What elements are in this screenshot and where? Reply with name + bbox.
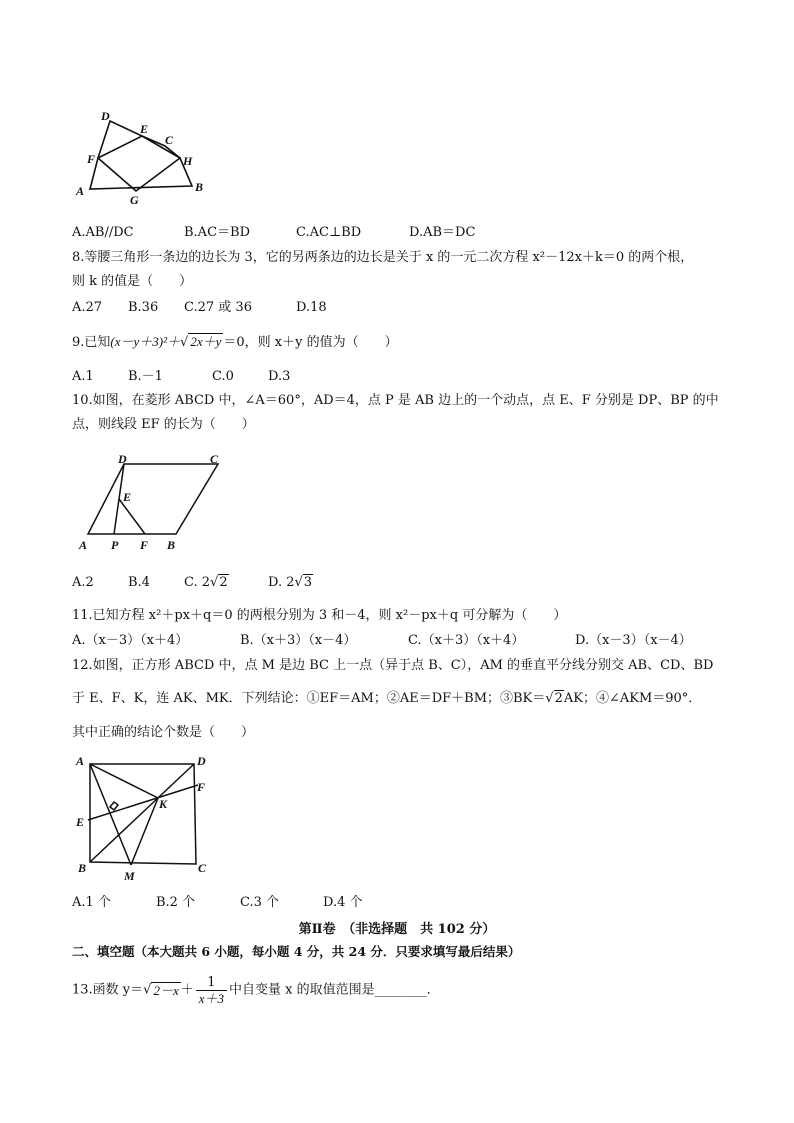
q10-option-d-radicand: 3: [303, 575, 313, 590]
q12-segment-ak: [90, 764, 158, 798]
q12-stem-line2: 于 E、F、K，连 AK、MK．下列结论：①EF＝AM；②AE＝DF＋BM；③BK＝√2AK；④∠AKM＝90°．: [72, 691, 702, 706]
q10-label-c: C: [210, 452, 219, 466]
q12-label-a: A: [76, 754, 85, 768]
q11-stem: 11.已知方程 x²＋px＋q＝0 的两根分别为 3 和－4，则 x²－px＋q 可分解为（ ）: [72, 608, 567, 623]
q12-stem-line1: 12.如图，正方形 ABCD 中，点 M 是边 BC 上一点（异于点 B、C），AM 的垂直平分线分别交 AB、CD、BD: [72, 658, 714, 673]
q10-option-c-label: C. 2: [184, 575, 211, 590]
q9-radicand: 2x＋y: [190, 334, 222, 349]
q7-label-b: B: [195, 180, 204, 194]
q10-rhombus: [88, 464, 218, 534]
q9-sqrt: √ 2x＋y: [180, 334, 222, 350]
q8-option-a[interactable]: A.27: [72, 300, 103, 315]
section2-title: 第Ⅱ卷 （非选择题 共 102 分）: [298, 922, 496, 937]
q10-figure: [70, 452, 230, 554]
q12-option-a[interactable]: A.1 个: [72, 895, 111, 910]
q10-option-a[interactable]: A.2: [72, 575, 94, 590]
q7-option-d[interactable]: D.AB＝DC: [409, 225, 476, 240]
q11-option-d[interactable]: D.（x－3）（x－4）: [575, 633, 692, 648]
q9-option-d[interactable]: D.3: [268, 369, 291, 384]
q13-plus: ＋: [180, 982, 194, 998]
q9-prefix: 9.已知: [72, 335, 111, 350]
q12-line2-part-a: 于 E、F、K，连 AK、MK．下列结论：①EF＝AM；②AE＝DF＋BM；③BK＝: [72, 691, 546, 706]
q12-label-f: F: [197, 780, 206, 794]
q13-denominator: x＋3: [198, 991, 225, 1006]
q8-option-d[interactable]: D.18: [296, 300, 327, 315]
q7-option-c[interactable]: C.AC⊥BD: [296, 225, 362, 240]
q10-option-d[interactable]: D. 2√3: [268, 575, 313, 590]
q11-option-b[interactable]: B.（x＋3）（x－4）: [240, 633, 357, 648]
q8-option-c[interactable]: C.27 或 36: [184, 300, 252, 315]
q12-label-k: K: [159, 797, 168, 811]
q12-label-d: D: [197, 754, 206, 768]
q10-label-f: F: [140, 538, 149, 552]
q12-figure: [70, 752, 220, 882]
q10-option-c-radicand: 2: [219, 575, 228, 590]
q9-option-b[interactable]: B.－1: [128, 369, 163, 384]
q12-line2-part-b: AK；④∠AKM＝90°．: [563, 691, 702, 706]
q9-stem: [72, 333, 398, 352]
q12-label-b: B: [78, 861, 87, 875]
q12-option-b[interactable]: B.2 个: [156, 895, 196, 910]
q9-option-c[interactable]: C.0: [212, 369, 234, 384]
q8-stem-line2: 则 k 的值是（ ）: [72, 274, 193, 289]
q12-segment-am: [90, 764, 131, 865]
q9-expression-a: (x－y＋3)²＋: [110, 334, 181, 349]
q12-option-c[interactable]: C.3 个: [240, 895, 280, 910]
q10-label-b: B: [167, 538, 176, 552]
q12-option-d[interactable]: D.4 个: [323, 895, 363, 910]
q7-label-a: A: [76, 184, 85, 198]
section2-heading: 二、填空题（本大题共 6 小题，每小题 4 分，共 24 分．只要求填写最后结果）: [72, 944, 521, 959]
q10-option-d-label: D. 2: [268, 575, 295, 590]
q12-label-m: M: [124, 869, 135, 882]
q13-prefix: 13.函数 y＝: [72, 982, 144, 998]
q13-fraction: [196, 975, 227, 1006]
q7-option-b[interactable]: B.AC＝BD: [184, 225, 250, 240]
q9-expression-b: ＝0，则 x＋y 的值为（ ）: [223, 335, 398, 350]
q8-stem-line1: 8.等腰三角形一条边的边长为 3，它的另两条边的边长是关于 x 的一元二次方程 x²－12x＋k＝0 的两个根，: [72, 250, 694, 265]
q11-option-c[interactable]: C.（x＋3）（x＋4）: [408, 633, 525, 648]
q10-stem-line2: 点，则线段 EF 的长为（ ）: [72, 417, 255, 432]
q12-label-e: E: [76, 815, 85, 829]
q13-numerator: 1: [196, 975, 227, 991]
q12-diagonal-bd: [90, 764, 194, 862]
q13-suffix: 中自变量 x 的取值范围是________．: [229, 982, 440, 998]
q10-label-a: A: [79, 538, 88, 552]
q10-label-d: D: [118, 452, 127, 466]
q13-stem: 13.函数 y＝√ 2－x ＋ $\frac{1}{x+3}$ 中自变量 x 的取值范围是________．: [72, 975, 440, 1006]
q12-stem-line3: 其中正确的结论个数是（ ）: [72, 725, 255, 740]
q8-option-b[interactable]: B.36: [128, 300, 159, 315]
q7-figure: [70, 106, 220, 210]
q10-label-e: E: [123, 490, 132, 504]
q7-label-d: D: [101, 109, 110, 123]
q7-label-e: E: [140, 122, 149, 136]
q12-segment-mk: [131, 798, 158, 865]
q10-option-b[interactable]: B.4: [128, 575, 150, 590]
q7-label-h: H: [183, 154, 193, 168]
q7-label-f: F: [87, 152, 96, 166]
q13-radicand: 2－x: [153, 982, 179, 998]
q10-label-p: P: [111, 538, 119, 552]
q7-label-g: G: [130, 193, 139, 207]
q10-stem-line1: 10.如图，在菱形 ABCD 中，∠A＝60°，AD＝4，点 P 是 AB 边上的一个动点，点 E、F 分别是 DP、BP 的中: [72, 393, 719, 408]
q12-label-c: C: [198, 861, 207, 875]
q12-line2-radicand: 2: [554, 691, 563, 706]
q10-segment-ef: [119, 499, 145, 534]
q9-option-a[interactable]: A.1: [72, 369, 94, 384]
q10-option-c[interactable]: C. 2√2: [184, 575, 228, 590]
q11-option-a[interactable]: A.（x－3）（x＋4）: [72, 633, 189, 648]
q7-option-a[interactable]: A.AB//DC: [72, 225, 134, 240]
q7-label-c: C: [165, 133, 174, 147]
q12-right-angle-mark: [110, 802, 118, 810]
